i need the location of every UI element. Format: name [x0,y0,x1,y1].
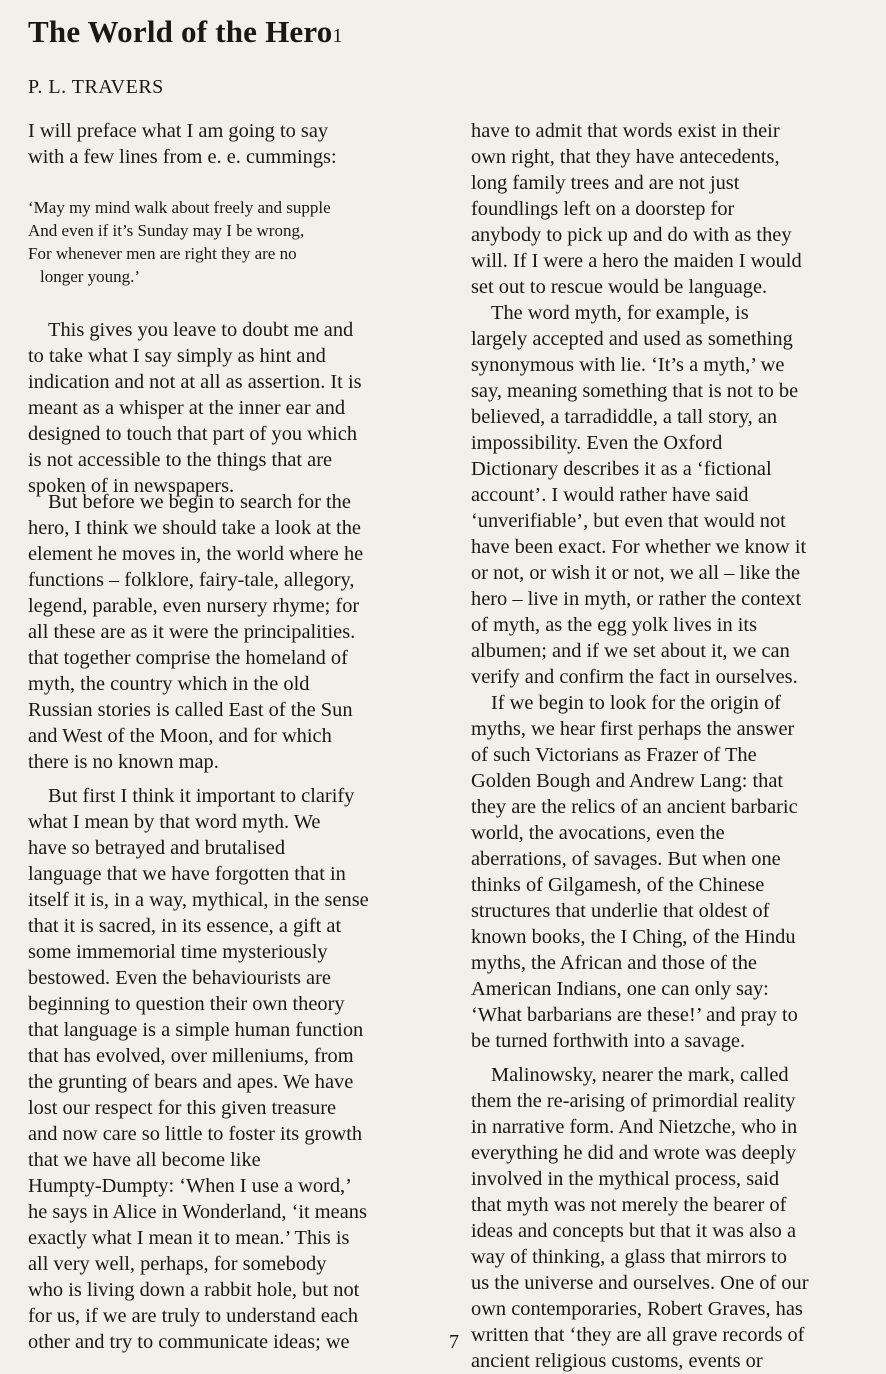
text-line: account’. I would rather have said [471,484,749,506]
text-line: spoken of in newspapers. [28,475,235,497]
text-line: legend, parable, even nursery rhyme; for [28,595,360,617]
text-line: verify and confirm the fact in ourselves. [471,666,798,688]
text-line: say, meaning something that is not to be [471,380,799,402]
poem-line: For whenever men are right they are no [28,244,297,263]
text-line: will. If I were a hero the maiden I would [471,250,802,272]
text-line: all very well, perhaps, for somebody [28,1253,327,1275]
text-line: aberrations, of savages. But when one [471,848,781,870]
text-line: that together comprise the homeland of [28,647,348,669]
text-line: that it is sacred, in its essence, a gift at [28,915,342,937]
text-line: beginning to question their own theory [28,993,345,1015]
text-line: and West of the Moon, and for which [28,725,332,747]
text-line: known books, the I Ching, of the Hindu [471,926,796,948]
text-line: is not accessible to the things that are [28,449,333,471]
text-line: Golden Bough and Andrew Lang: that [471,770,784,792]
text-line: who is living down a rabbit hole, but not [28,1279,360,1301]
text-line: there is no known map. [28,751,219,773]
text-line: have been exact. For whether we know it [471,536,807,558]
text-line: in narrative form. And Nietzche, who in [471,1116,798,1138]
poem-line: ‘May my mind walk about freely and supple [28,198,331,217]
text-line: them the re-arising of primordial reality [471,1090,796,1112]
text-line: set out to rescue would be language. [471,276,768,298]
text-line: have to admit that words exist in their [471,120,780,142]
text-line: itself it is, in a way, mythical, in the sense [28,889,369,911]
text-line: of such Victorians as Frazer of The [471,744,757,766]
text-line: world, the avocations, even the [471,822,725,844]
text-line: to take what I say simply as hint and [28,345,326,367]
text-line: ancient religious customs, events or [471,1350,763,1372]
text-line: If we begin to look for the origin of [491,692,781,714]
text-line: ‘What barbarians are these!’ and pray to [471,1004,798,1026]
text-line: foundlings left on a doorstep for [471,198,735,220]
text-line: designed to touch that part of you which [28,423,358,445]
text-line: way of thinking, a glass that mirrors to [471,1246,788,1268]
text-line: impossibility. Even the Oxford [471,432,723,454]
text-line: everything he did and wrote was deeply [471,1142,797,1164]
text-line: But before we begin to search for the [48,491,351,513]
text-line: functions – folklore, fairy-tale, allegory, [28,569,355,591]
poem-line: longer young.’ [40,267,141,286]
text-line: The word myth, for example, is [491,302,749,324]
text-line: I will preface what I am going to say [28,120,329,142]
text-line: with a few lines from e. e. cummings: [28,146,337,168]
text-line: own contemporaries, Robert Graves, has [471,1298,803,1320]
text-line: have so betrayed and brutalised [28,837,286,859]
text-line: indication and not at all as assertion. It is [28,371,362,393]
text-line: of myth, as the egg yolk lives in its [471,614,758,636]
text-line: or not, or wish it or not, we all – like the [471,562,801,584]
text-line: ideas and concepts but that it was also a [471,1220,797,1242]
text-line: Dictionary describes it as a ‘fictional [471,458,772,480]
text-line: written that ‘they are all grave records of [471,1324,805,1346]
text-line: lost our respect for this given treasure [28,1097,337,1119]
text-line: he says in Alice in Wonderland, ‘it means [28,1201,367,1223]
text-line: involved in the mythical process, said [471,1168,780,1190]
text-line: thinks of Gilgamesh, of the Chinese [471,874,765,896]
text-line: This gives you leave to doubt me and [48,319,354,341]
page-number: 7 [449,1331,459,1353]
text-line: be turned forthwith into a savage. [471,1030,746,1052]
footnote-marker: 1 [332,25,343,47]
text-line: hero – live in myth, or rather the context [471,588,802,610]
text-line: they are the relics of an ancient barbaric [471,796,798,818]
text-line: that language is a simple human function [28,1019,364,1041]
text-line: largely accepted and used as something [471,328,793,350]
text-line: American Indians, one can only say: [471,978,769,1000]
text-line: some immemorial time mysteriously [28,941,328,963]
text-line: Humpty-Dumpty: ‘When I use a word,’ [28,1175,352,1197]
text-line: for us, if we are truly to understand each [28,1305,359,1327]
text-line: the grunting of bears and apes. We have [28,1071,354,1093]
author-name: P. L. TRAVERS [28,76,164,98]
text-line: believed, a tarradiddle, a tall story, an [471,406,778,428]
text-line: language that we have forgotten that in [28,863,346,885]
text-line: element he moves in, the world where he [28,543,364,565]
text-line: that has evolved, over milleniums, from [28,1045,354,1067]
text-line: myths, we hear first perhaps the answer [471,718,795,740]
text-line: other and try to communicate ideas; we [28,1331,350,1353]
text-line: structures that underlie that oldest of [471,900,770,922]
text-line: Malinowsky, nearer the mark, called [491,1064,789,1086]
text-line: that we have all become like [28,1149,261,1171]
text-line: myth, the country which in the old [28,673,310,695]
text-line: anybody to pick up and do with as they [471,224,792,246]
text-line: myths, the African and those of the [471,952,757,974]
text-line: hero, I think we should take a look at the [28,517,361,539]
text-line: that myth was not merely the bearer of [471,1194,787,1216]
text-line: own right, that they have antecedents, [471,146,780,168]
text-line: Russian stories is called East of the Sun [28,699,353,721]
poem-line: And even if it’s Sunday may I be wrong, [28,221,305,240]
text-line: synonymous with lie. ‘It’s a myth,’ we [471,354,785,376]
text-line: albumen; and if we set about it, we can [471,640,790,662]
text-line: all these are as it were the principalities. [28,621,356,643]
text-line: us the universe and ourselves. One of our [471,1272,809,1294]
text-line: and now care so little to foster its growth [28,1123,363,1145]
text-line: long family trees and are not just [471,172,740,194]
text-line: meant as a whisper at the inner ear and [28,397,346,419]
text-line: bestowed. Even the behaviourists are [28,967,331,989]
article-title [28,14,343,50]
article-title-text: The World of the Hero [28,14,333,49]
text-line: ‘unverifiable’, but even that would not [471,510,786,532]
text-line: what I mean by that word myth. We [28,811,321,833]
text-line: But first I think it important to clarify [48,785,355,807]
text-line: exactly what I mean it to mean.’ This is [28,1227,350,1249]
